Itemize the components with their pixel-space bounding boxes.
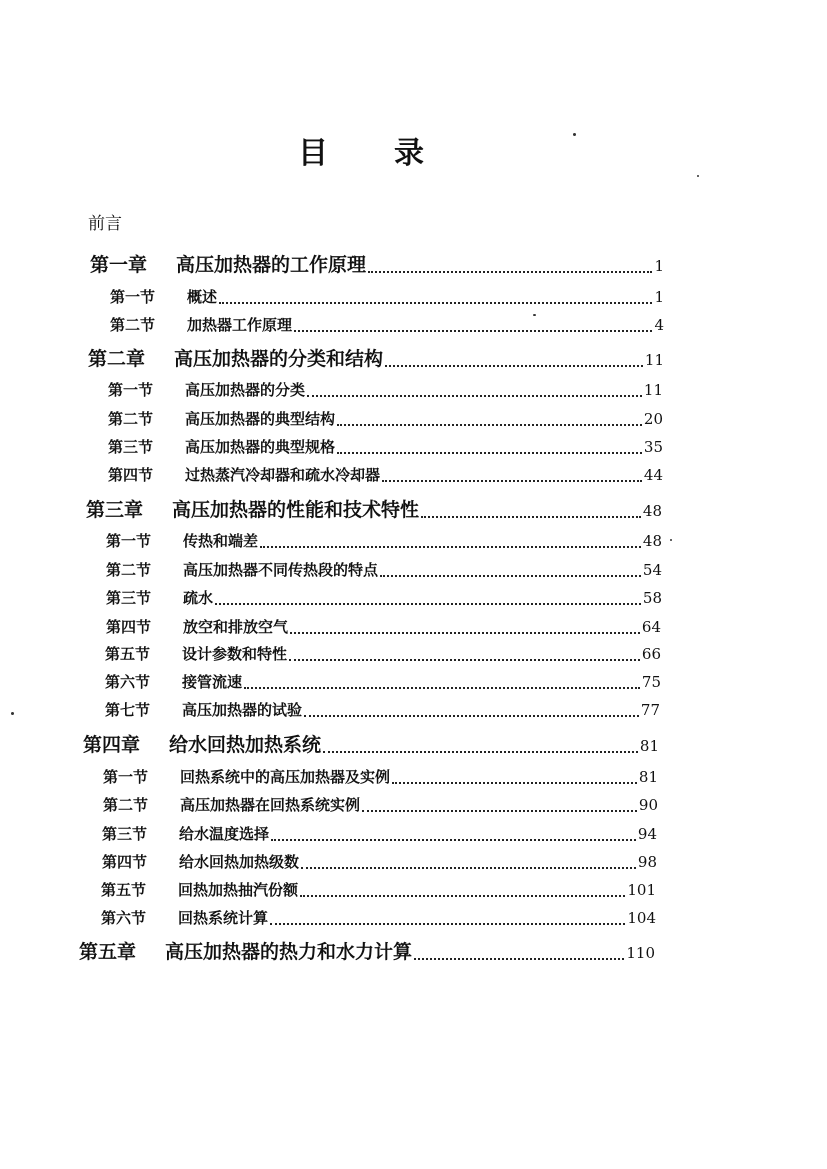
toc-section-row (108, 435, 663, 457)
toc-dot-leader (290, 617, 640, 634)
toc-dot-leader (270, 908, 625, 925)
toc-section-row (102, 850, 657, 872)
toc-entry-page: 1 (654, 288, 664, 306)
toc-entry-page: 11 (644, 351, 664, 369)
toc-entry-label: 第三章 (86, 499, 144, 521)
toc-entry-page: 58 (642, 589, 662, 607)
toc-entry-label: 第一节 (106, 532, 152, 550)
toc-entry-title: 回热系统中的高压加热器及实例 (180, 768, 391, 786)
toc-entry-title: 概述 (187, 288, 218, 306)
toc-entry-page: 81 (638, 768, 658, 786)
toc-entry-label: 第二节 (103, 796, 149, 814)
toc-dot-leader (337, 409, 642, 426)
toc-dot-leader (294, 315, 652, 332)
toc-chapter-row (88, 344, 664, 371)
toc-section-row (103, 765, 658, 787)
toc-entry-page: 110 (626, 944, 655, 962)
toc-dot-leader (307, 380, 642, 397)
toc-dot-leader (215, 588, 641, 605)
toc-chapter-row (79, 937, 655, 964)
toc-section-row (106, 615, 661, 637)
toc-entry-title: 高压加热器的分类和结构 (174, 348, 384, 370)
toc-entry-title: 高压加热器的试验 (182, 701, 303, 719)
toc-dot-leader (368, 252, 652, 273)
toc-entry-label: 第一节 (110, 288, 156, 306)
toc-entry-page: 11 (643, 381, 663, 399)
toc-dot-leader (219, 287, 652, 304)
toc-dot-leader (304, 700, 639, 717)
toc-dot-leader (414, 939, 624, 960)
toc-entry-title: 给水温度选择 (179, 825, 270, 843)
toc-entry-page: 104 (627, 909, 656, 927)
toc-dot-leader (289, 644, 640, 661)
toc-entry-label: 第五节 (101, 881, 147, 899)
scan-speck (573, 133, 576, 136)
toc-dot-leader (271, 824, 636, 841)
toc-entry-title: 高压加热器的典型规格 (185, 438, 336, 456)
toc-entry-title: 过热蒸汽冷却器和疏水冷却器 (185, 466, 381, 484)
toc-entry-label: 第二节 (108, 410, 154, 428)
toc-entry-title: 高压加热器的工作原理 (176, 254, 367, 276)
toc-entry-label: 第五章 (79, 941, 137, 963)
toc-entry-title: 高压加热器不同传热段的特点 (183, 561, 379, 579)
toc-dot-leader (301, 852, 636, 869)
toc-section-row (106, 586, 662, 608)
toc-entry-title: 给水回热加热系统 (169, 734, 322, 756)
toc-dot-leader (392, 767, 637, 784)
toc-entry-page: 1 (654, 257, 664, 275)
toc-entry-label: 第四节 (108, 466, 154, 484)
toc-section-row (110, 313, 664, 335)
toc-section-row (101, 878, 656, 900)
toc-section-row (105, 698, 660, 720)
toc-entry-label: 第二节 (110, 316, 156, 334)
toc-dot-leader (323, 732, 638, 753)
toc-chapter-row (90, 250, 664, 277)
toc-entry-page: 64 (641, 618, 661, 636)
toc-entry-page: 66 (641, 645, 661, 663)
toc-entry-label: 第三节 (106, 589, 152, 607)
toc-entry-label: 第一章 (90, 254, 148, 276)
toc-dot-leader (300, 880, 625, 897)
toc-section-row (110, 285, 664, 307)
preface-entry: 前言 (88, 214, 122, 234)
toc-entry-title: 回热加热抽汽份额 (178, 881, 299, 899)
toc-entry-title: 高压加热器的分类 (185, 381, 306, 399)
scan-speck (533, 314, 536, 316)
toc-entry-page: 81 (639, 737, 659, 755)
toc-section-row (108, 407, 663, 429)
toc-entry-title: 高压加热器的典型结构 (185, 410, 336, 428)
toc-entry-title: 回热系统计算 (178, 909, 269, 927)
toc-entry-page: 20 (643, 410, 663, 428)
toc-entry-label: 第一节 (108, 381, 154, 399)
page-title-char-2: 录 (394, 136, 424, 171)
toc-dot-leader (421, 497, 641, 518)
toc-entry-label: 第三节 (108, 438, 154, 456)
toc-entry-page: 48 (642, 502, 662, 520)
toc-entry-label: 第七节 (105, 701, 151, 719)
toc-section-row (102, 822, 657, 844)
toc-entry-page: 4 (654, 316, 664, 334)
toc-entry-page: 48 (642, 532, 662, 550)
scan-speck (697, 175, 699, 177)
toc-dot-leader (244, 672, 640, 689)
toc-entry-title: 传热和端差 (183, 532, 259, 550)
toc-entry-title: 放空和排放空气 (183, 618, 289, 636)
scan-speck (11, 712, 14, 715)
toc-entry-title: 给水回热加热级数 (179, 853, 300, 871)
toc-entry-label: 第六节 (101, 909, 147, 927)
toc-section-row (108, 378, 663, 400)
toc-entry-page: 35 (643, 438, 663, 456)
toc-entry-title: 设计参数和特性 (182, 645, 288, 663)
toc-entry-page: 98 (637, 853, 657, 871)
toc-dot-leader (380, 560, 641, 577)
toc-entry-title: 接管流速 (182, 673, 243, 691)
toc-chapter-row (86, 495, 662, 522)
toc-section-row (106, 558, 662, 580)
toc-section-row (103, 793, 658, 815)
toc-entry-label: 第六节 (105, 673, 151, 691)
toc-entry-label: 第三节 (102, 825, 148, 843)
toc-entry-title: 疏水 (183, 589, 214, 607)
toc-entry-label: 第四节 (102, 853, 148, 871)
toc-section-row (108, 463, 663, 485)
toc-entry-page: 77 (640, 701, 660, 719)
toc-entry-page: 75 (641, 673, 661, 691)
toc-dot-leader (337, 437, 642, 454)
toc-entry-title: 高压加热器的性能和技术特性 (172, 499, 420, 521)
toc-entry-page: 94 (637, 825, 657, 843)
toc-entry-label: 第二节 (106, 561, 152, 579)
toc-dot-leader (260, 531, 641, 548)
toc-entry-label: 第一节 (103, 768, 149, 786)
toc-section-row (101, 906, 656, 928)
toc-dot-leader (362, 795, 637, 812)
toc-entry-label: 第二章 (88, 348, 146, 370)
toc-entry-page: 44 (643, 466, 663, 484)
toc-entry-title: 加热器工作原理 (187, 316, 293, 334)
toc-entry-page: 90 (638, 796, 658, 814)
toc-chapter-row (83, 730, 659, 757)
toc-entry-label: 第四章 (83, 734, 141, 756)
toc-entry-title: 高压加热器的热力和水力计算 (165, 941, 413, 963)
toc-dot-leader (382, 465, 642, 482)
toc-entry-title: 高压加热器在回热系统实例 (180, 796, 361, 814)
toc-dot-leader (385, 346, 643, 367)
page-title-char-1: 目 (298, 136, 328, 171)
toc-entry-label: 第四节 (106, 618, 152, 636)
toc-entry-page: 54 (642, 561, 662, 579)
toc-entry-label: 第五节 (105, 645, 151, 663)
toc-section-row (105, 642, 661, 664)
scan-speck (670, 539, 672, 541)
toc-entry-page: 101 (627, 881, 656, 899)
toc-section-row (105, 670, 661, 692)
toc-section-row (106, 529, 662, 551)
